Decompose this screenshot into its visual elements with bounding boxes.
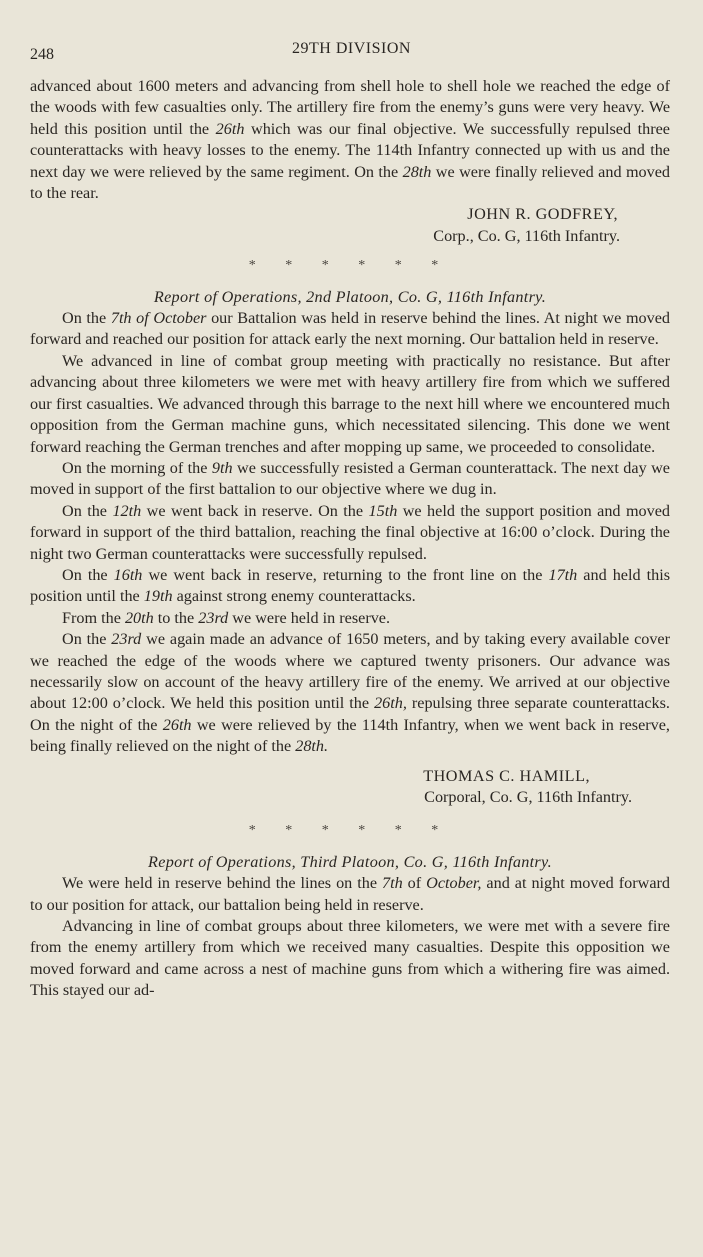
page-number: 248 [30, 46, 54, 63]
paragraph: On the 7th of October our Battalion was held in reserve behind the lines. At night we moved forward and reached our position for attack early the next morning. Our battalion held in reserve. [30, 309, 670, 349]
section-divider: * * * * * * [248, 258, 452, 274]
running-head: 29TH DIVISION [292, 40, 411, 57]
body-text [30, 76, 670, 1002]
page-header [0, 40, 703, 64]
signature-rank: Corp., Co. G, 116th Infantry. [433, 226, 620, 245]
paragraph: Advancing in line of combat groups about three kilometers, we were met with a severe fire from the enemy artillery from which we received many casualties. Despite this opposition we moved forward and came across a nest of machine guns from which a withering fire was aimed. This stayed our ad- [30, 917, 670, 1000]
paragraph: On the 12th we went back in reserve. On the 15th we held the support position and moved forward in support of the third battalion, reaching the final objective at 16:00 o’clock. During the night two German counterattacks were successfully repulsed. [30, 501, 671, 563]
paragraph: We were held in reserve behind the lines on the 7th of October, and at night moved forward to our position for attack, our battalion being held in reserve. [30, 874, 670, 914]
report-title: Report of Operations, 2nd Platoon, Co. G, 116th Infantry. [153, 287, 547, 306]
signature-name: JOHN R. GODFREY, [467, 205, 618, 224]
signature-name: THOMAS C. HAMILL, [423, 766, 590, 785]
paragraph: On the 16th we went back in reserve, returning to the front line on the 17th and held this position until the 19th against strong enemy counterattacks. [30, 565, 670, 606]
paragraph: We advanced in line of combat group meeting with practically no resistance. But after advancing about three kilometers we were met with heavy artillery fire from which we suffered our first casualties. We advanced through this barrage to the next hill where we encountered much opposition from the German machine guns, which necessitated silencing. This done we went forward reaching the German trenches and after mopping up same, we proceeded to consolidate. [30, 351, 670, 456]
section-divider: * * * * * * [248, 823, 452, 839]
signature-rank: Corporal, Co. G, 116th Infantry. [424, 788, 632, 806]
paragraph: advanced about 1600 meters and advancing from shell hole to shell hole we reached the edge of the woods with few casualties only. The artillery fire from the enemy’s guns were very heavy. We held this position until the 26th which was our final objective. We successfully repulsed three counterattacks with heavy losses to the enemy. The 114th Infantry connected up with us and the next day we were relieved by the same regiment. On the 28th we were finally relieved and moved to the rear. [30, 77, 671, 203]
paragraph: From the 20th to the 23rd we were held in reserve. [62, 608, 391, 627]
paragraph: On the morning of the 9th we successfully resisted a German counterattack. The next day we moved in support of the first battalion to our objective where we dug in. [30, 458, 670, 499]
paragraph: On the 23rd we again made an advance of 1650 meters, and by taking every available cover we reached the edge of the woods where we captured twenty prisoners. Our advance was necessarily slow on account of the heavy artillery fire of the enemy. We arrived at our objective about 12:00 o’clock. We held this position until the 26th, repulsing three separate counterattacks. On the night of the 26th we were relieved by the 114th Infantry, when we went back in reserve, being finally relieved on the night of the 28th. [30, 630, 671, 756]
report-title: Report of Operations, Third Platoon, Co. G, 116th Infantry. [148, 852, 552, 871]
